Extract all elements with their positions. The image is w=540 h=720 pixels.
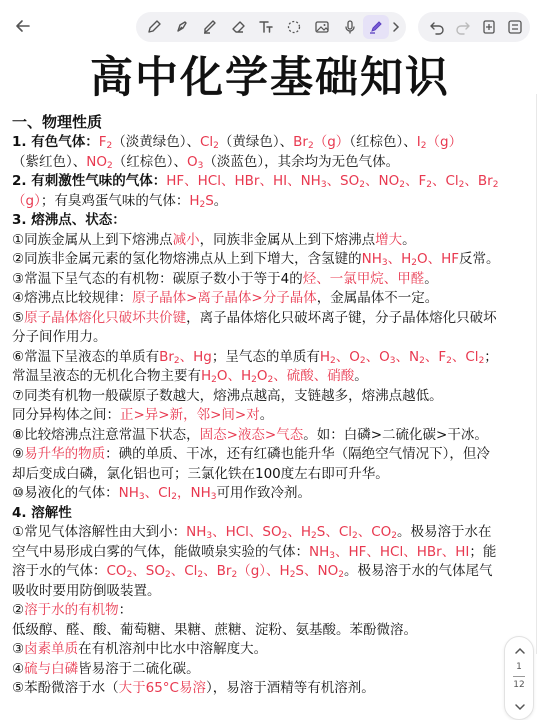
eraser-icon[interactable] xyxy=(224,12,252,42)
drawing-tool-group xyxy=(136,12,406,42)
note-line: 常温呈液态的无机化合物主要有$H_2O$、$H_2O_2$、硫酸、硝酸。 xyxy=(12,368,368,385)
note-line: ②溶于水的有机物： xyxy=(12,602,133,618)
note-line: 分子间作用力。 xyxy=(12,329,107,345)
chevron-right-icon[interactable] xyxy=(386,12,406,42)
pen-icon[interactable] xyxy=(140,12,168,42)
note-line: ⑦同类有机物一般碳原子数越大，熔沸点越高，支链越多，熔沸点越低。 xyxy=(12,387,443,404)
top-toolbar xyxy=(0,0,540,52)
note-line: 溶于水的气体：$CO_2$、$SO_2$、$Cl_2$、$Br_2(g)$、$H_2S$、$NO_2$。极易溶于水的气体尾气 xyxy=(12,563,493,580)
current-page-number: 1 xyxy=(516,662,522,672)
back-arrow-icon[interactable] xyxy=(8,11,38,41)
highlighter-icon[interactable] xyxy=(196,12,224,42)
page-edge-line xyxy=(536,94,537,654)
image-icon[interactable] xyxy=(308,12,336,42)
note-line: ⑩易液化的气体：$NH_3$、$Cl_2$，$NH_3$可用作致冷剂。 xyxy=(12,485,311,502)
note-line: ④熔沸点比较规律：原子晶体>离子晶体>分子晶体，金属晶体不一定。 xyxy=(12,290,439,306)
note-line: ⑤原子晶体熔化只破坏共价键，离子晶体熔化只破坏离子键，分子晶体熔化只破坏 xyxy=(12,309,497,326)
note-body xyxy=(12,112,526,699)
history-tool-group xyxy=(418,12,530,42)
fountain-pen-icon[interactable] xyxy=(168,12,196,42)
total-page-count: 12 xyxy=(513,680,525,690)
note-line: 空气中易形成白雾的气体，能做喷泉实验的气体：$NH_3$、HF、HCl、HBr、HI；能 xyxy=(12,543,497,561)
note-line: （紫红色）、$NO_2$（红棕色）、$O_3$（淡蓝色），其余均为无色气体。 xyxy=(12,153,400,171)
subsection-heading: 4. 溶解性 xyxy=(12,504,72,521)
page-separator xyxy=(513,676,525,677)
note-line: 却后变成白磷，氯化铝也可；三氯化铁在100度左右即可升华。 xyxy=(12,465,389,482)
note-line: ⑥常温下呈液态的单质有$Br_2$、Hg；呈气态的单质有$H_2$、$O_2$、$O_3$、$N_2$、$F_2$、$Cl_2$； xyxy=(12,348,498,366)
note-line: 同分异构体之间：正>异>新，邻>间>对。 xyxy=(12,407,274,423)
note-line: 低级醇、醛、酸、葡萄糖、果糖、蔗糖、淀粉、氨基酸。苯酚微溶。 xyxy=(12,621,417,638)
note-line: （g）；有臭鸡蛋气味的气体：$H_2S$。 xyxy=(12,192,228,210)
microphone-icon[interactable] xyxy=(336,12,364,42)
note-line: ①同族金属从上到下熔沸点减小，同族非金属从上到下熔沸点增大。 xyxy=(12,231,416,248)
more-options-icon[interactable] xyxy=(500,12,530,42)
lasso-icon[interactable] xyxy=(280,12,308,42)
note-line: 2. 有刺激性气味的气体：HF、HCl、HBr、HI、$NH_3$、$SO_2$、$NO_2$、$F_2$、$Cl_2$、$Br_2$ xyxy=(12,173,499,190)
note-line: ⑧比较熔沸点注意常温下状态，固态>液态>气态。如：白磷>二硫化碳>干冰。 xyxy=(12,426,488,443)
note-line: ⑨易升华的物质：碘的单质、干冰，还有红磷也能升华（隔绝空气情况下），但冷 xyxy=(12,446,490,462)
page-scroll-indicator[interactable] xyxy=(504,636,534,720)
note-canvas[interactable] xyxy=(0,52,540,720)
chevron-down-icon[interactable] xyxy=(513,699,527,713)
note-line: ①常见气体溶解性由大到小：$NH_3$、HCl、$SO_2$、$H_2S$、$Cl_2$、$CO_2$。极易溶于水在 xyxy=(12,524,492,541)
note-line: 吸收时要用防倒吸装置。 xyxy=(12,582,161,599)
text-tool-icon[interactable] xyxy=(252,12,280,42)
note-line: ②同族非金属元素的氢化物熔沸点从上到下增大，含氢键的$NH_3$、$H_2O$、HF反常。 xyxy=(12,251,500,268)
page-title: 高中化学基础知识 xyxy=(90,53,450,103)
subsection-heading: 3. 熔沸点、状态： xyxy=(12,212,126,228)
note-line: ③卤素单质在有机溶剂中比水中溶解度大。 xyxy=(12,641,268,657)
note-line: ④硫与白磷皆易溶于二硫化碳。 xyxy=(12,660,200,677)
chevron-up-icon[interactable] xyxy=(513,643,527,657)
note-line: 1. 有色气体：$F_2$（淡黄绿色）、$Cl_2$（黄绿色）、$Br_2(g)$（红棕色）、$I_2(g)$ xyxy=(12,134,463,151)
note-line: ⑤苯酚微溶于水（大于65°C易溶），易溶于酒精等有机溶剂。 xyxy=(12,680,375,696)
section-heading: 一、物理性质 xyxy=(12,113,103,131)
note-line: ③常温下呈气态的有机物：碳原子数小于等于4的烃、一氯甲烷、甲醛。 xyxy=(12,270,438,287)
